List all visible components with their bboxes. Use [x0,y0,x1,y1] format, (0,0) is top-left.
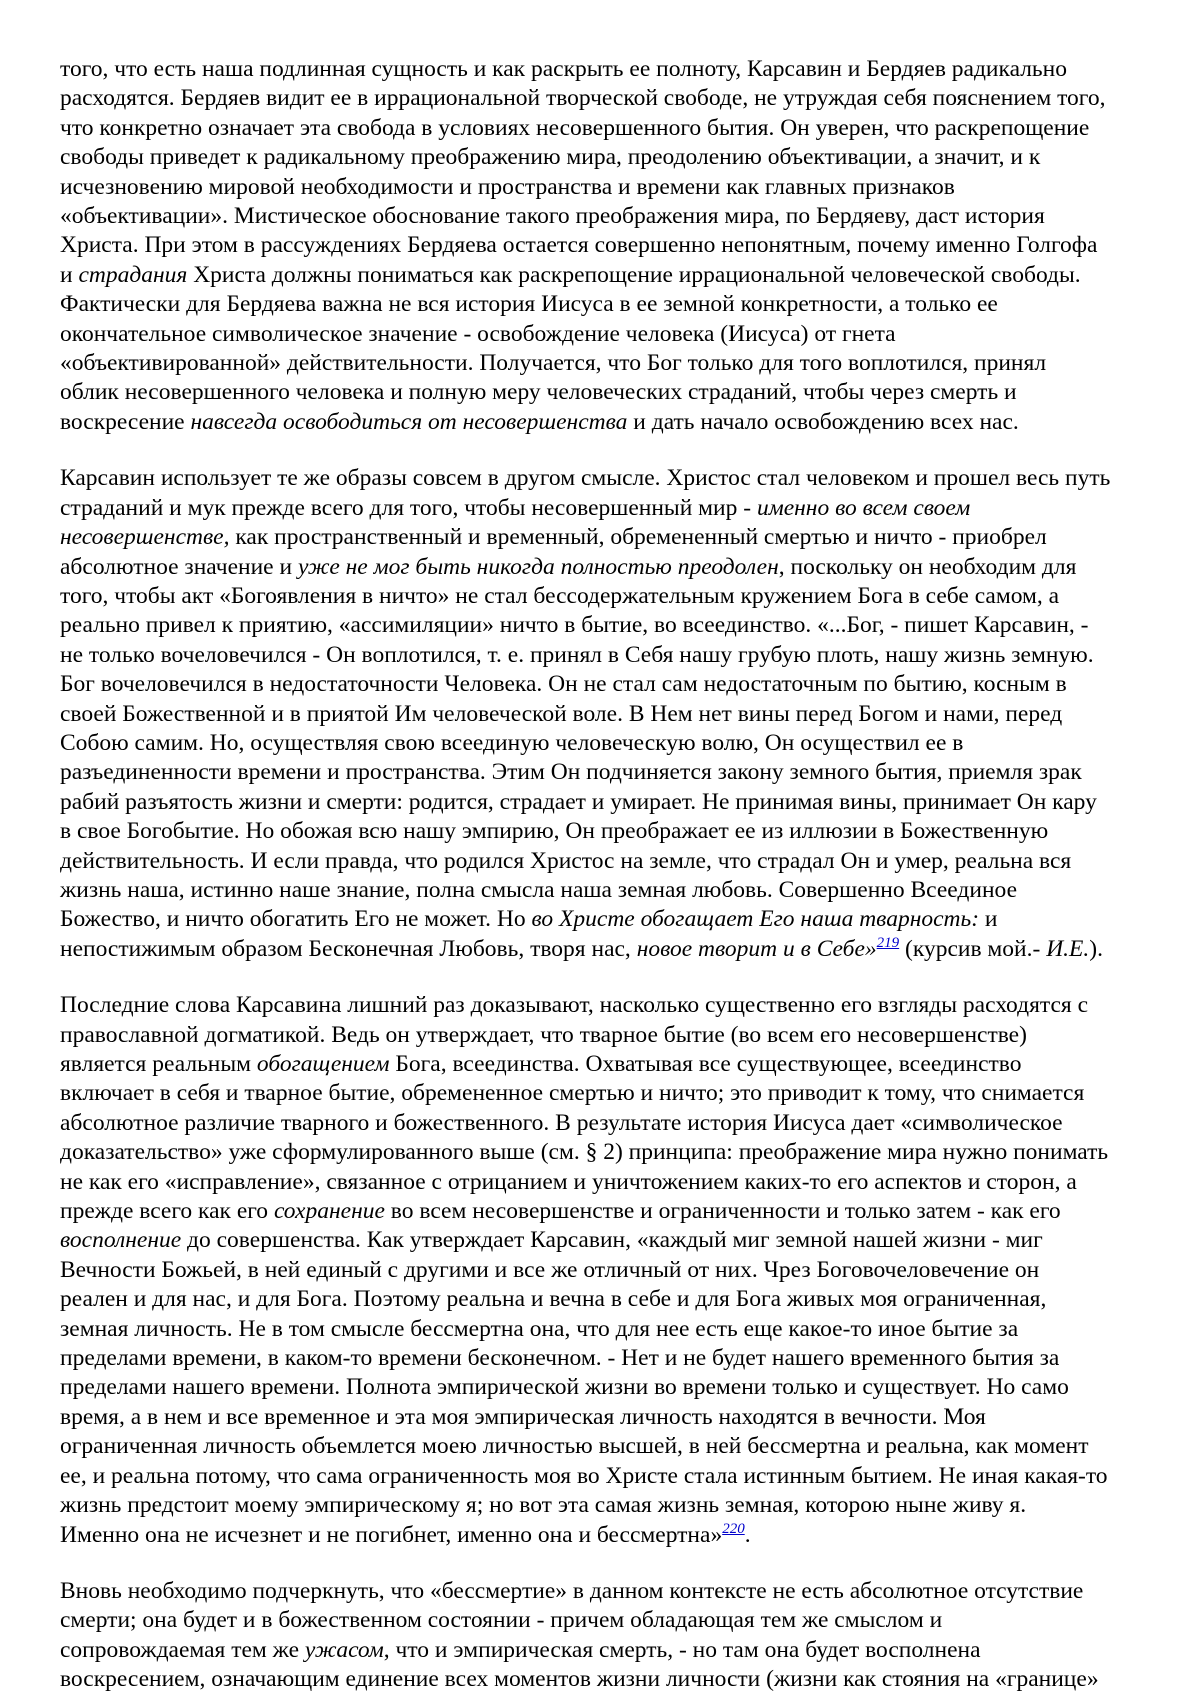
text-line [60,143,1160,172]
text-run: Собою самим. Но, осуществляя свою всеединую человеческую волю, Он осуществил ее в [60,729,964,756]
text-run: реален и для нас, и для Бога. Поэтому реальна и вечна в себе и для Бога живых моя ограниченная, [60,1286,1047,1313]
text-run: страданий и мук прежде всего для того, чтобы несовершенный мир - [60,494,757,521]
text-line [60,1606,1160,1635]
text-run: прежде всего как его [60,1198,274,1225]
text-line [60,408,1160,437]
paragraph [60,464,1160,964]
text-run: исчезновению мировой необходимости и пространства и времени как главных признаков [60,173,955,200]
text-run: (курсив мой.- [899,935,1047,962]
italic-text: И.Е. [1046,935,1090,962]
text-line [60,1197,1160,1226]
text-line [60,349,1160,378]
text-run: воскресением, означающим единение всех моментов жизни личности (жизни как стояния на «границе» [60,1666,1099,1693]
text-run: облик несовершенного человека и полную меру человеческих страданий, чтобы через смерть и [60,379,1017,406]
paragraph [60,991,1160,1550]
text-run: что конкретно означает эта свобода в условиях несовершенного бытия. Он уверен, что раскрепощение [60,114,1090,141]
text-line [60,729,1160,758]
text-run: Карсавин использует те же образы совсем в другом смысле. Христос стал человеком и прошел весь путь [60,465,1111,492]
text-line [60,1403,1160,1432]
text-run: рабий разъятость жизни и смерти: родится, страдает и умирает. Не принимая вины, принимает Он кару [60,788,1097,815]
text-line [60,173,1160,202]
text-line [60,231,1160,260]
text-line [60,670,1160,699]
text-line [60,1285,1160,1314]
text-run: во всем несовершенстве и ограниченности и только затем - как его [384,1198,1061,1225]
text-line [60,1344,1160,1373]
text-line [60,641,1160,670]
italic-text: обогащением [256,1051,390,1077]
italic-text: ужасом [304,1636,384,1663]
text-run: сопровождаемая тем же [60,1636,305,1663]
text-run: «объективированной» действительности. Получается, что Бог только для того воплотился, принял [60,350,1047,377]
text-line [60,700,1160,729]
text-line [60,261,1160,290]
text-run: Божество, и ничто обогатить Его не может. Но [60,906,532,933]
text-run: и дать начало освобождению всех нас. [627,408,1019,435]
italic-text: во Христе обогащает Его наша тварность: [531,906,980,933]
text-line [60,1109,1160,1138]
text-run: как пространственный и временный, обремененный смертью и ничто - приобрел [229,524,1047,551]
text-run: ). [1089,935,1103,962]
italic-text: страдания [78,261,188,288]
text-run: Христа должны пониматься как раскрепощение иррациональной человеческой свободы. [187,261,1081,288]
text-line [60,611,1160,640]
text-run: Христа. При этом в рассуждениях Бердяева остается совершенно непонятным, почему именно Голгофа [60,232,1098,259]
text-line [60,876,1160,905]
text-line [60,464,1160,493]
text-line [60,494,1160,523]
text-run: того, чтобы акт «Богоявления в ничто» не стал бессодержательным кружением Бога в себе самом, а [60,582,1060,609]
footnote-link[interactable]: 220 [722,1520,745,1537]
text-run: земная личность. Не в том смысле бессмертна она, что для нее есть еще какое-то иное бытие за [60,1315,1019,1342]
text-line [60,114,1160,143]
text-run: не только вочеловечился - Он воплотился, т. е. принял в Себя нашу грубую плоть, нашу жизнь земную. [60,641,1094,668]
text-run: Бога, всеединства. Охватывая все существующее, всеединство [389,1051,1022,1077]
italic-text: новое творит и в Себе» [636,935,877,962]
text-run: расходятся. Бердяев видит ее в иррациональной творческой свободе, не утруждая себя пояснением того, [60,85,1106,112]
text-run: Именно она не исчезнет и не погибнет, именно она и бессмертна» [60,1521,723,1548]
text-run: пределами нашего времени. Полнота эмпирической жизни во времени только и существует. Но само [60,1374,1069,1401]
text-line [60,202,1160,231]
text-line [60,582,1160,611]
text-line [60,1050,1160,1079]
text-run: . [744,1521,751,1548]
text-run: время, а в нем и все временное и эта моя эмпирическая личность находятся в вечности. Моя [60,1403,986,1430]
text-run: до совершенства. Как утверждает Карсавин, «каждый миг земной нашей жизни - миг [181,1227,1043,1254]
text-run: , поскольку он необходим для [778,553,1077,580]
text-line [60,991,1160,1020]
text-run: Последние слова Карсавина лишний раз доказывают, насколько существенно его взгляды расходятся с [60,992,1088,1019]
text-line [60,553,1160,582]
text-line [60,290,1160,319]
italic-text: несовершенстве, [60,524,230,551]
text-line [60,1432,1160,1461]
text-run: «объективации». Мистическое обоснование такого преображения мира, по Бердяеву, даст история [60,203,1045,230]
italic-text: уже не мог быть никогда полностью преодолен [297,553,779,580]
text-run: , что и эмпирическая смерть, - но там она будет восполнена [383,1636,981,1663]
text-run: ее, и реальна потому, что сама ограниченность моя во Христе стала истинным бытием. Не иная какая-то [60,1462,1108,1489]
text-line [60,1665,1160,1694]
text-run: пределами времени, в каком-то времени бесконечном. - Нет и не будет нашего временного бытия за [60,1345,1060,1372]
text-run: Вновь необходимо подчеркнуть, что «бессмертие» в данном контексте не есть абсолютное отсутствие [60,1577,1084,1604]
text-run: ограниченная личность объемлется моею личностью высшей, в ней бессмертна и реальна, как момент [60,1433,1089,1460]
text-line [60,1577,1160,1606]
text-line [60,1462,1160,1491]
text-run: своей Божественной и в приятой Им человеческой воле. В Нем нет вины перед Богом и нами, перед [60,700,1063,727]
text-run: абсолютное значение и [60,553,298,580]
text-run: свободы приведет к радикальному преображению мира, преодолению объективации, а значит, и к [60,144,1041,171]
text-line [60,84,1160,113]
text-line [60,817,1160,846]
text-run: не как его «исправление», связанное с отрицанием и уничтожением каких-то его аспектов и сторон, а [60,1168,1077,1195]
text-line [60,523,1160,552]
text-line [60,1256,1160,1285]
text-run: доказательство» уже сформулированного выше (см. § 2) принципа: преображение мира нужно понимать [60,1139,1109,1166]
text-line [60,1138,1160,1167]
text-run: жизнь предстоит моему эмпирическому я; но вот эта самая жизнь земная, которою ныне живу я. [60,1492,1027,1519]
text-run: включает в себя и тварное бытие, обремененное смертью и ничто; это приводит к тому, что снимается [60,1080,1085,1107]
text-line [60,378,1160,407]
italic-text: сохранение [273,1198,385,1225]
italic-text: именно во всем своем [756,494,971,521]
text-run: в свое Богобытие. Но обожая всю нашу эмпирию, Он преображает ее из иллюзии в Божественную [60,818,1049,845]
text-line [60,1079,1160,1108]
text-line [60,905,1160,934]
footnote-ref [877,935,900,951]
text-run: разъединенности времени и пространства. Этим Он подчиняется закону земного бытия, приемля зрак [60,759,1082,786]
text-run: Бог вочеловечился в недостаточности Человека. Он не стал сам недостаточным по бытию, косным в [60,671,1067,698]
text-run: окончательное символическое значение - освобождение человека (Иисуса) от гнета [60,320,896,347]
text-run: реально привел к приятию, «ассимиляции» ничто в бытие, во всеединство. «...Бог, - пишет Карсавин, - [60,612,1089,639]
text-line [60,935,1160,964]
text-line [60,1226,1160,1255]
text-run: Фактически для Бердяева важна не вся история Иисуса в ее земной конкретности, а только ее [60,291,998,318]
text-run: и [979,906,998,933]
text-run: воскресение [60,408,191,435]
text-run: непостижимым образом Бесконечная Любовь, творя нас, [60,935,637,962]
text-line [60,320,1160,349]
footnote-link[interactable]: 219 [876,934,900,951]
text-run: Вечности Божьей, в ней единый с другими и все же отличный от них. Чрез Боговочеловечение он [60,1256,1040,1283]
italic-text: навсегда освободиться от несовершенства [190,408,628,435]
text-run: жизнь наша, истинно наше знание, полна смысла наша земная любовь. Совершенно Всеединое [60,876,1018,903]
text-line [60,758,1160,787]
text-run: того, что есть наша подлинная сущность и как раскрыть ее полноту, Карсавин и Бердяев радикально [60,56,1067,82]
paragraph [60,1577,1160,1695]
text-run: и [60,261,79,288]
text-run: православной догматикой. Ведь он утверждает, что тварное бытие (во всем его несовершенстве) [60,1021,1027,1048]
document-body [60,55,1160,1695]
text-run: действительность. И если правда, что родился Христос на земле, что страдал Он и умер, реальна вся [60,847,1072,874]
text-line [60,1636,1160,1665]
text-line [60,1021,1160,1050]
text-run: смерти; она будет и в божественном состоянии - причем обладающая тем же смыслом и [60,1607,943,1634]
paragraph [60,55,1160,437]
text-run: абсолютное различие тварного и божественного. В результате история Иисуса дает «символическое [60,1109,1063,1136]
italic-text: восполнение [60,1227,182,1254]
text-line [60,788,1160,817]
text-line [60,1491,1160,1520]
text-line [60,1168,1160,1197]
text-line [60,1373,1160,1402]
footnote-ref [722,1521,745,1537]
text-line [60,1315,1160,1344]
text-run: является реальным [60,1051,257,1077]
text-line [60,847,1160,876]
text-line [60,1521,1160,1550]
text-line [60,55,1160,84]
